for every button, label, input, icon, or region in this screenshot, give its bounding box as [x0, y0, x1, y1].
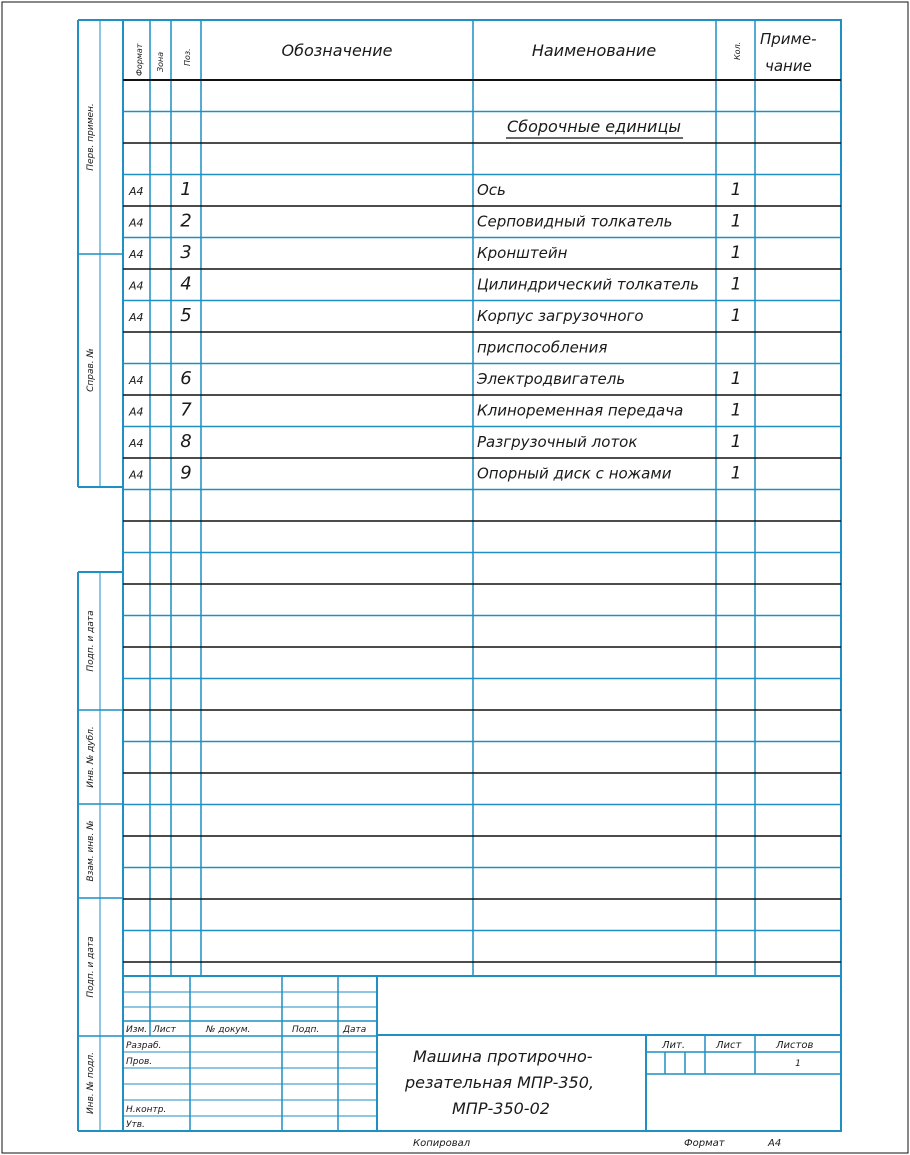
- tb-lit: Лит.: [662, 1040, 686, 1051]
- row-pos: 7: [180, 399, 192, 421]
- row-qty: 1: [730, 180, 742, 200]
- footer-format-value: А4: [768, 1138, 782, 1149]
- tb-doc-title-line1: Машина протирочно-: [413, 1047, 593, 1066]
- table-row: [128, 431, 741, 452]
- table-header: [135, 30, 817, 76]
- row-pos: 9: [180, 462, 192, 484]
- side-labels: [86, 103, 96, 1114]
- tb-razrab: Разраб.: [126, 1041, 162, 1051]
- tb-data: Дата: [343, 1025, 367, 1035]
- row-qty: 1: [730, 400, 742, 421]
- header-pos: Поз.: [183, 48, 192, 66]
- tb-doc-title-line3: МПР-350-02: [452, 1099, 550, 1118]
- tb-doc-title-line2: резательная МПР-350,: [405, 1073, 594, 1092]
- row-name: Разгрузочный лоток: [477, 433, 638, 451]
- row-name: Опорный диск с ножами: [477, 464, 672, 483]
- header-designation: Обозначение: [281, 41, 393, 60]
- footer-format-label: Формат: [684, 1138, 725, 1149]
- header-note-line2: чание: [765, 57, 812, 75]
- row-name: Серповидный толкатель: [477, 212, 673, 231]
- side-strip: [78, 20, 123, 1131]
- row-qty: 1: [730, 243, 742, 263]
- row-name: Корпус загрузочного: [477, 307, 644, 325]
- row-format: А4: [129, 311, 144, 324]
- item-rows: [128, 179, 741, 484]
- row-format: А4: [129, 437, 144, 450]
- row-name: приспособления: [477, 338, 608, 357]
- row-qty: 1: [730, 211, 742, 232]
- row-pos: 6: [180, 368, 192, 389]
- tb-izm: Изм.: [126, 1025, 148, 1035]
- side-label-podp-data-bottom: Подп. и дата: [86, 936, 96, 998]
- side-label-inv-dubl: Инв. № дубл.: [86, 726, 96, 788]
- header-format: Формат: [135, 43, 144, 76]
- header-note-line1: Приме-: [760, 30, 817, 48]
- header-qty: Кол.: [733, 41, 742, 60]
- row-qty: 1: [730, 306, 742, 326]
- row-pos: 1: [180, 179, 192, 200]
- footer-kopiroval: Копировал: [413, 1138, 471, 1149]
- tb-listov-value: 1: [795, 1059, 801, 1069]
- table-row: [477, 339, 607, 357]
- tb-podp: Подп.: [292, 1025, 320, 1035]
- tb-n-dokum: № докум.: [206, 1025, 251, 1035]
- section-title: Сборочные единицы: [507, 117, 681, 136]
- side-label-vzam-inv: Взам. инв. №: [86, 820, 96, 882]
- row-pos: 3: [180, 242, 192, 263]
- row-pos: 2: [180, 210, 192, 232]
- tb-list: Лист: [153, 1025, 176, 1035]
- row-name: Цилиндрический толкатель: [477, 275, 699, 294]
- row-name: Клиноременная передача: [477, 401, 684, 420]
- row-format: А4: [129, 185, 144, 198]
- side-label-sprav: Справ. №: [86, 348, 96, 392]
- table-row: [128, 305, 741, 326]
- side-label-podp-data-top: Подп. и дата: [86, 610, 96, 672]
- header-name: Наименование: [531, 41, 657, 60]
- row-qty: 1: [730, 369, 742, 389]
- row-name: Электродвигатель: [477, 370, 626, 388]
- side-label-perv-primen: Перв. примен.: [86, 103, 96, 171]
- tb-n-kontr: Н.контр.: [126, 1105, 167, 1115]
- row-qty: 1: [730, 432, 742, 452]
- tb-list2: Лист: [716, 1040, 742, 1051]
- row-name: Ось: [477, 181, 506, 199]
- tb-listov: Листов: [776, 1040, 814, 1051]
- side-label-inv-podl: Инв. № подл.: [86, 1051, 96, 1115]
- row-format: А4: [129, 216, 144, 230]
- row-name: Кронштейн: [477, 244, 568, 262]
- tb-utv: Утв.: [126, 1120, 145, 1130]
- table-row: [128, 211, 741, 232]
- row-pos: 8: [180, 431, 192, 452]
- row-format: А4: [129, 248, 144, 261]
- table-row: [128, 400, 741, 421]
- tb-prov: Пров.: [126, 1057, 153, 1067]
- row-format: А4: [129, 374, 144, 387]
- table-row: [128, 463, 741, 484]
- table-row: [128, 242, 741, 263]
- row-pos: 5: [180, 305, 192, 326]
- row-format: А4: [129, 405, 144, 419]
- row-qty: 1: [730, 274, 742, 295]
- table-row: [128, 179, 741, 200]
- table-row: [128, 368, 741, 389]
- row-format: А4: [129, 279, 144, 293]
- row-format: А4: [129, 468, 144, 482]
- table-columns: [150, 20, 755, 976]
- row-pos: 4: [180, 273, 192, 295]
- title-block: [123, 976, 841, 1131]
- table-row: [128, 274, 741, 295]
- row-qty: 1: [730, 463, 742, 484]
- header-zone: Зона: [156, 51, 165, 72]
